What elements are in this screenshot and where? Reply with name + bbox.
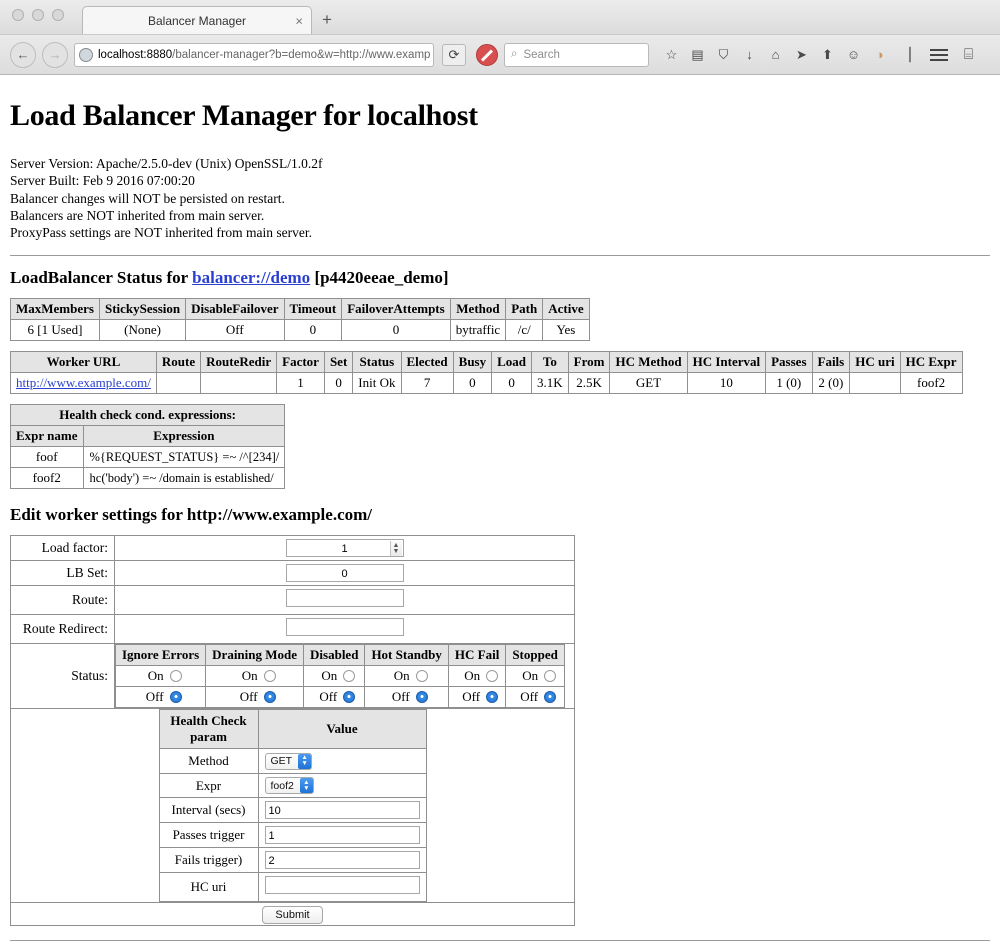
page-content bbox=[0, 75, 1000, 951]
col-hc-expr: HC Expr bbox=[900, 352, 962, 373]
hc-fails-label: Fails trigger) bbox=[159, 848, 258, 873]
cell-expression: %{REQUEST_STATUS} =~ /^[234]/ bbox=[83, 447, 285, 468]
close-icon[interactable]: × bbox=[295, 13, 303, 28]
hc-fails-value: 2 bbox=[268, 855, 275, 868]
spinner-arrows-icon[interactable]: ▲ ▼ bbox=[390, 541, 402, 556]
hc-interval-value: 10 bbox=[268, 805, 281, 818]
balancer-summary-table bbox=[10, 298, 590, 341]
balancer-heading-prefix: LoadBalancer Status for bbox=[10, 268, 193, 288]
forward-icon[interactable]: → bbox=[42, 42, 68, 68]
col-stickysession: StickySession bbox=[99, 299, 185, 320]
col-set: Set bbox=[324, 352, 352, 373]
col-busy: Busy bbox=[453, 352, 491, 373]
upload-icon[interactable]: ⬆ bbox=[822, 46, 833, 62]
server-built: Server Built: Feb 9 2016 07:00:20 bbox=[10, 173, 195, 189]
route-redirect-cell bbox=[115, 615, 575, 644]
cell-maxmembers: 6 [1 Used] bbox=[11, 320, 100, 341]
cell-expr-name: foof bbox=[11, 447, 84, 468]
toolbar-icons bbox=[663, 45, 914, 65]
balancer-link[interactable]: balancer://demo bbox=[192, 268, 311, 288]
on-label: On bbox=[321, 668, 338, 684]
route-input[interactable] bbox=[286, 589, 404, 607]
col-ignore-errors: Ignore Errors bbox=[116, 645, 206, 666]
cell-timeout: 0 bbox=[284, 320, 342, 341]
col-stopped: Stopped bbox=[506, 645, 565, 666]
table-row bbox=[159, 798, 426, 823]
tab-strip bbox=[82, 0, 342, 34]
cell-to: 3.1K bbox=[532, 373, 569, 394]
cell-worker-url[interactable] bbox=[11, 373, 157, 394]
search-icon: ⌕ bbox=[511, 48, 518, 60]
worker-table bbox=[10, 351, 963, 394]
hc-method-label: Method bbox=[159, 749, 258, 774]
form-row-lb-set bbox=[11, 561, 575, 586]
cell-elected: 7 bbox=[401, 373, 453, 394]
hot-standby-off-radio[interactable] bbox=[416, 691, 428, 703]
reader-view-icon[interactable]: ▤ bbox=[691, 46, 704, 62]
status-label: Status: bbox=[11, 644, 115, 709]
hot-standby-on-radio[interactable] bbox=[416, 670, 428, 682]
table-row bbox=[11, 320, 590, 341]
stopped-off-radio[interactable] bbox=[544, 691, 556, 703]
disabled-off-radio[interactable] bbox=[343, 691, 355, 703]
hc-interval-input[interactable] bbox=[265, 801, 420, 819]
table-row bbox=[11, 447, 285, 468]
hc-fail-on-radio[interactable] bbox=[486, 670, 498, 682]
col-passes: Passes bbox=[766, 352, 812, 373]
send-icon[interactable]: ➤ bbox=[796, 46, 807, 62]
load-factor-cell bbox=[115, 536, 575, 561]
hc-method-select[interactable] bbox=[265, 753, 313, 770]
table-header-row bbox=[116, 645, 565, 666]
hc-interval-label: Interval (secs) bbox=[159, 798, 258, 823]
lb-set-label: LB Set: bbox=[11, 561, 115, 586]
col-method: Method bbox=[450, 299, 506, 320]
edit-worker-form bbox=[10, 535, 575, 926]
disabled-on-cell[interactable] bbox=[304, 666, 365, 687]
navigation-toolbar bbox=[0, 34, 1000, 74]
hc-passes-label: Passes trigger bbox=[159, 823, 258, 848]
tab-label: Balancer Manager bbox=[147, 13, 247, 28]
status-off-row bbox=[116, 687, 565, 708]
table-caption-row bbox=[11, 405, 285, 426]
url-host: localhost:8880 bbox=[98, 48, 173, 61]
col-worker-url: Worker URL bbox=[11, 352, 157, 373]
cell-disablefailover: Off bbox=[186, 320, 284, 341]
cell-path: /c/ bbox=[506, 320, 543, 341]
off-label: Off bbox=[145, 689, 164, 705]
on-label: On bbox=[393, 668, 410, 684]
col-to: To bbox=[532, 352, 569, 373]
hc-uri-input[interactable] bbox=[265, 876, 420, 894]
form-row-submit bbox=[11, 903, 575, 926]
table-header-row bbox=[11, 352, 963, 373]
lb-set-value: 0 bbox=[341, 568, 348, 581]
cell-set: 0 bbox=[324, 373, 352, 394]
table-row bbox=[159, 873, 426, 902]
col-status: Status bbox=[353, 352, 401, 373]
draining-mode-on-radio[interactable] bbox=[264, 670, 276, 682]
col-failoverattempts: FailoverAttempts bbox=[342, 299, 450, 320]
status-cell bbox=[115, 644, 575, 709]
col-path: Path bbox=[506, 299, 543, 320]
hc-uri-cell bbox=[258, 873, 426, 902]
form-row-load-factor bbox=[11, 536, 575, 561]
proxypass-note: ProxyPass settings are NOT inherited from main server. bbox=[10, 225, 312, 241]
hc-fail-on-cell[interactable] bbox=[448, 666, 505, 687]
address-bar[interactable] bbox=[74, 43, 434, 67]
col-route: Route bbox=[156, 352, 200, 373]
globe-icon bbox=[79, 48, 93, 62]
downloads-icon[interactable]: ↓ bbox=[746, 47, 753, 62]
window-controls[interactable] bbox=[12, 9, 64, 21]
disabled-off-cell[interactable] bbox=[304, 687, 365, 708]
shield-icon[interactable]: ⛉ bbox=[718, 46, 729, 62]
window-titlebar bbox=[0, 0, 1000, 34]
off-label: Off bbox=[520, 689, 539, 705]
ignore-errors-on-radio[interactable] bbox=[170, 670, 182, 682]
hc-expr-cell bbox=[258, 773, 426, 798]
server-info bbox=[10, 155, 990, 241]
col-hc-fail: HC Fail bbox=[448, 645, 505, 666]
draining-mode-on-cell[interactable] bbox=[206, 666, 304, 687]
off-label: Off bbox=[391, 689, 410, 705]
cell-hc-uri bbox=[850, 373, 900, 394]
cell-expression: hc('body') =~ /domain is established/ bbox=[83, 468, 285, 489]
on-label: On bbox=[522, 668, 539, 684]
cell-fails: 2 (0) bbox=[812, 373, 850, 394]
cell-hc-expr: foof2 bbox=[900, 373, 962, 394]
cell-active: Yes bbox=[543, 320, 589, 341]
minimize-window-button[interactable] bbox=[32, 9, 44, 21]
cell-method: bytraffic bbox=[450, 320, 506, 341]
on-label: On bbox=[147, 668, 164, 684]
cell-status: Init Ok bbox=[353, 373, 401, 394]
route-redirect-input[interactable] bbox=[286, 618, 404, 636]
table-row bbox=[159, 749, 426, 774]
smiley-icon[interactable]: ☺ bbox=[846, 47, 861, 62]
balancer-status-heading bbox=[10, 268, 990, 288]
cell-hc-method: GET bbox=[610, 373, 687, 394]
block-content-icon[interactable] bbox=[476, 44, 498, 66]
form-row-route bbox=[11, 586, 575, 615]
disabled-on-radio[interactable] bbox=[343, 670, 355, 682]
health-check-cell bbox=[11, 709, 575, 903]
col-hc-interval: HC Interval bbox=[687, 352, 766, 373]
cell-stickysession: (None) bbox=[99, 320, 185, 341]
cell-load: 0 bbox=[492, 373, 532, 394]
bookmark-star-icon[interactable]: ☆ bbox=[665, 46, 678, 62]
cell-routeredir bbox=[201, 373, 277, 394]
submit-button[interactable]: Submit bbox=[262, 906, 322, 924]
col-expr-name: Expr name bbox=[11, 426, 84, 447]
col-disabled: Disabled bbox=[304, 645, 365, 666]
hc-fails-input[interactable] bbox=[265, 851, 420, 869]
hc-interval-cell bbox=[258, 798, 426, 823]
submit-cell bbox=[11, 903, 575, 926]
page-title: Load Balancer Manager for localhost bbox=[10, 99, 478, 132]
zoom-window-button[interactable] bbox=[52, 9, 64, 21]
ignore-errors-off-cell[interactable] bbox=[116, 687, 206, 708]
inherit-note: Balancers are NOT inherited from main server. bbox=[10, 207, 265, 223]
back-icon[interactable]: ← bbox=[10, 42, 36, 68]
col-load: Load bbox=[492, 352, 532, 373]
col-from: From bbox=[568, 352, 610, 373]
col-hc-method: HC Method bbox=[610, 352, 687, 373]
load-factor-input[interactable] bbox=[286, 539, 404, 557]
hc-expr-value: foof2 bbox=[270, 779, 294, 792]
form-row-status bbox=[11, 644, 575, 709]
hc-fails-cell bbox=[258, 848, 426, 873]
col-fails: Fails bbox=[812, 352, 850, 373]
hc-expressions-caption: Health check cond. expressions: bbox=[11, 405, 285, 426]
off-label: Off bbox=[462, 689, 481, 705]
ignore-errors-off-radio[interactable] bbox=[170, 691, 182, 703]
search-placeholder: Search bbox=[523, 48, 560, 61]
col-hc-uri: HC uri bbox=[850, 352, 900, 373]
cell-route bbox=[156, 373, 200, 394]
draining-mode-off-cell[interactable] bbox=[206, 687, 304, 708]
col-elected: Elected bbox=[401, 352, 453, 373]
draining-mode-off-radio[interactable] bbox=[264, 691, 276, 703]
reload-icon[interactable]: ⟳ bbox=[442, 44, 466, 66]
hc-expr-label: Expr bbox=[159, 773, 258, 798]
cell-expr-name: foof2 bbox=[11, 468, 84, 489]
hc-passes-input[interactable] bbox=[265, 826, 420, 844]
lb-set-cell bbox=[115, 561, 575, 586]
col-factor: Factor bbox=[277, 352, 325, 373]
lb-set-input[interactable] bbox=[286, 564, 404, 582]
col-timeout: Timeout bbox=[284, 299, 342, 320]
chevron-updown-icon[interactable]: ▲ ▼ bbox=[300, 778, 313, 793]
table-row bbox=[159, 773, 426, 798]
cell-passes: 1 (0) bbox=[766, 373, 812, 394]
table-row bbox=[11, 468, 285, 489]
table-header-row bbox=[159, 710, 426, 749]
hot-standby-on-cell[interactable] bbox=[365, 666, 448, 687]
cell-hc-interval: 10 bbox=[687, 373, 766, 394]
hc-fail-off-cell[interactable] bbox=[448, 687, 505, 708]
apps-grid-icon[interactable]: ⌸ bbox=[964, 46, 974, 63]
form-row-route-redirect bbox=[11, 615, 575, 644]
health-check-param-table bbox=[159, 709, 427, 902]
col-expression: Expression bbox=[83, 426, 285, 447]
stopped-on-cell[interactable] bbox=[506, 666, 565, 687]
extension-icon[interactable]: ◑ bbox=[875, 47, 884, 62]
close-window-button[interactable] bbox=[12, 9, 24, 21]
route-cell bbox=[115, 586, 575, 615]
home-icon[interactable]: ⌂ bbox=[771, 47, 780, 62]
hc-uri-label: HC uri bbox=[159, 873, 258, 902]
cell-busy: 0 bbox=[453, 373, 491, 394]
off-label: Off bbox=[319, 689, 338, 705]
hc-passes-value: 1 bbox=[268, 830, 275, 843]
health-check-expressions-table bbox=[10, 404, 285, 489]
col-maxmembers: MaxMembers bbox=[11, 299, 100, 320]
load-factor-label: Load factor: bbox=[11, 536, 115, 561]
chevron-updown-icon[interactable]: ▲ ▼ bbox=[298, 754, 311, 769]
ignore-errors-on-cell[interactable] bbox=[116, 666, 206, 687]
new-tab-button[interactable]: + bbox=[322, 10, 332, 29]
status-toggle-table bbox=[115, 644, 565, 708]
table-row bbox=[159, 823, 426, 848]
browser-chrome bbox=[0, 0, 1000, 75]
col-draining-mode: Draining Mode bbox=[206, 645, 304, 666]
table-header-row bbox=[11, 426, 285, 447]
worker-url-link[interactable]: http://www.example.com/ bbox=[16, 375, 151, 391]
edit-worker-heading: Edit worker settings for http://www.example.com/ bbox=[10, 505, 373, 525]
form-row-health-check bbox=[11, 709, 575, 903]
persist-note: Balancer changes will NOT be persisted on restart. bbox=[10, 190, 285, 206]
table-row bbox=[11, 373, 963, 394]
col-hc-value: Value bbox=[258, 710, 426, 749]
hamburger-menu-icon[interactable] bbox=[930, 49, 948, 61]
hc-passes-cell bbox=[258, 823, 426, 848]
balancer-heading-suffix: [p4420eeae_demo] bbox=[310, 268, 449, 288]
col-active: Active bbox=[543, 299, 589, 320]
col-routeredir: RouteRedir bbox=[201, 352, 277, 373]
tab-balancer-manager[interactable] bbox=[82, 6, 312, 34]
table-row bbox=[159, 848, 426, 873]
hc-method-cell bbox=[258, 749, 426, 774]
server-version: Server Version: Apache/2.5.0-dev (Unix) OpenSSL/1.0.2f bbox=[10, 156, 323, 171]
url-path: /balancer-manager?b=demo&w=http://www.examp bbox=[172, 48, 431, 61]
stopped-on-radio[interactable] bbox=[544, 670, 556, 682]
table-header-row bbox=[11, 299, 590, 320]
divider bbox=[10, 255, 990, 256]
hot-standby-off-cell[interactable] bbox=[365, 687, 448, 708]
col-hc-param: Health Check param bbox=[159, 710, 258, 749]
hc-fail-off-radio[interactable] bbox=[486, 691, 498, 703]
cell-from: 2.5K bbox=[568, 373, 610, 394]
route-label: Route: bbox=[11, 586, 115, 615]
battery-icon[interactable]: ▕ bbox=[900, 46, 911, 62]
hc-expr-select[interactable] bbox=[265, 777, 314, 794]
on-label: On bbox=[241, 668, 258, 684]
load-factor-value: 1 bbox=[341, 543, 348, 556]
col-disablefailover: DisableFailover bbox=[186, 299, 284, 320]
hc-method-value: GET bbox=[270, 755, 293, 768]
cell-factor: 1 bbox=[277, 373, 325, 394]
bottom-divider bbox=[10, 940, 990, 941]
on-label: On bbox=[464, 668, 481, 684]
stopped-off-cell[interactable] bbox=[506, 687, 565, 708]
col-hot-standby: Hot Standby bbox=[365, 645, 448, 666]
route-redirect-label: Route Redirect: bbox=[11, 615, 115, 644]
cell-failoverattempts: 0 bbox=[342, 320, 450, 341]
off-label: Off bbox=[239, 689, 258, 705]
search-input[interactable] bbox=[504, 43, 649, 67]
status-on-row bbox=[116, 666, 565, 687]
